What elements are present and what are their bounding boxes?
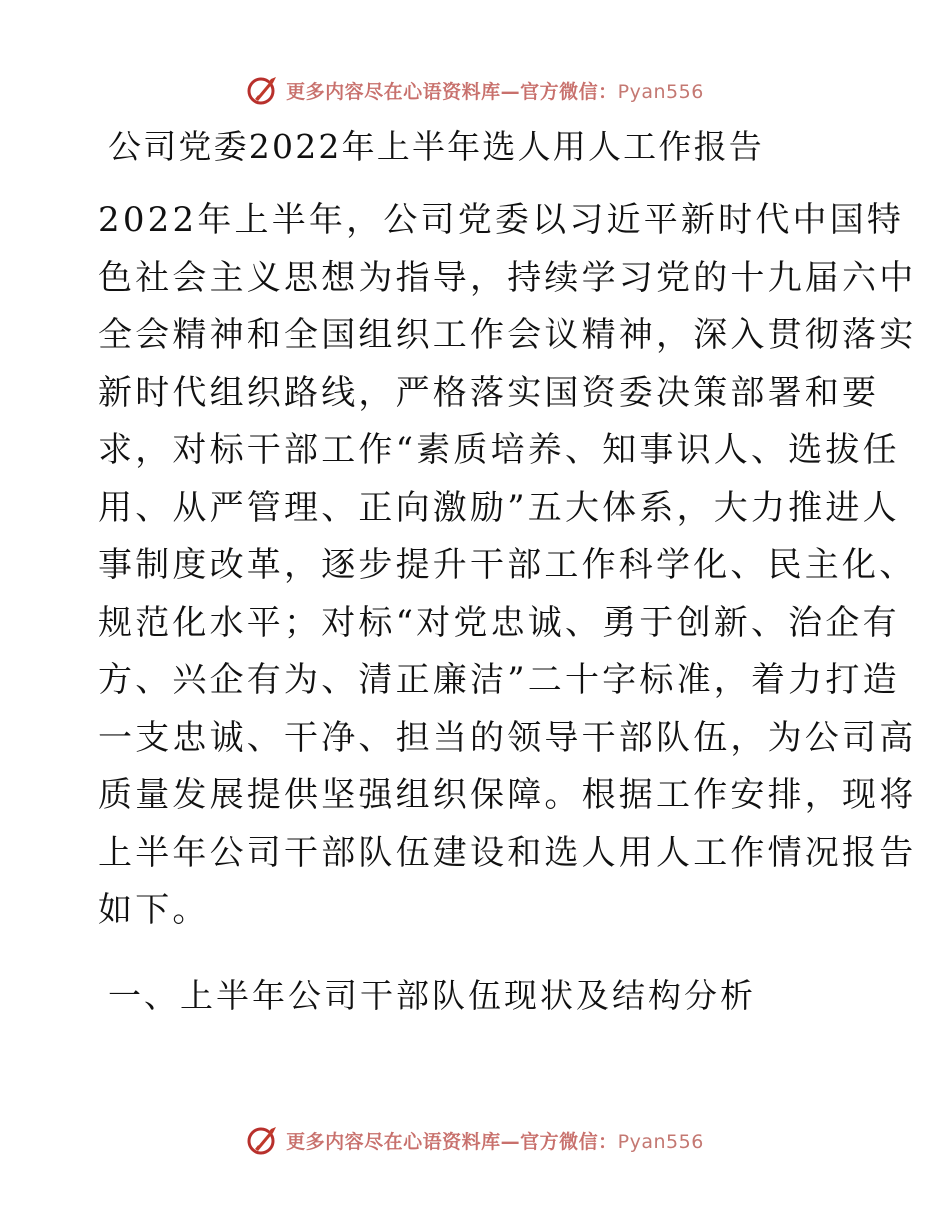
- paragraph-line: 全会精神和全国组织工作会议精神，深入贯彻落实: [98, 315, 917, 355]
- paragraph-line: 求，对标干部工作“素质培养、知事识人、选拔任: [98, 430, 900, 470]
- paragraph-line: 如下。: [98, 890, 210, 930]
- document-title: 公司党委2022年上半年选人用人工作报告: [108, 127, 764, 166]
- header-watermark: [0, 70, 950, 110]
- paragraph-line: 一支忠诚、干净、担当的领导干部队伍，为公司高: [98, 717, 917, 758]
- section-heading: 一、上半年公司干部队伍现状及结构分析: [108, 976, 756, 1015]
- paragraph-line: 新时代组织路线，严格落实国资委决策部署和要: [98, 372, 880, 413]
- paragraph-line: 方、兴企有为、清正廉洁”二十字标准，着力打造: [98, 660, 900, 700]
- paragraph-line: 质量发展提供坚强组织保障。根据工作安排，现将: [98, 775, 917, 815]
- quill-pen-circle-icon: [246, 1123, 280, 1157]
- paragraph-line: 用、从严管理、正向激励”五大体系，大力推进人: [98, 487, 900, 528]
- body-paragraph: [98, 192, 917, 940]
- paragraph-line: 上半年公司干部队伍建设和选人用人工作情况报告: [98, 832, 917, 873]
- footer-watermark: [0, 1120, 950, 1160]
- watermark-text: [286, 1127, 704, 1154]
- paragraph-line: 2022年上半年，公司党委以习近平新时代中国特: [98, 200, 905, 240]
- paragraph-line: 事制度改革，逐步提升干部工作科学化、民主化、: [98, 545, 917, 585]
- watermark-text: [286, 77, 704, 104]
- paragraph-line: 规范化水平；对标“对党忠诚、勇于创新、治企有: [98, 602, 900, 643]
- watermark-account: Pyan556: [617, 1130, 704, 1153]
- watermark-label: 更多内容尽在心语资料库—官方微信：: [286, 1130, 618, 1153]
- watermark-account: Pyan556: [617, 80, 704, 103]
- quill-pen-circle-icon: [246, 73, 280, 107]
- watermark-label: 更多内容尽在心语资料库—官方微信：: [286, 80, 618, 103]
- paragraph-line: 色社会主义思想为指导，持续学习党的十九届六中: [98, 257, 917, 298]
